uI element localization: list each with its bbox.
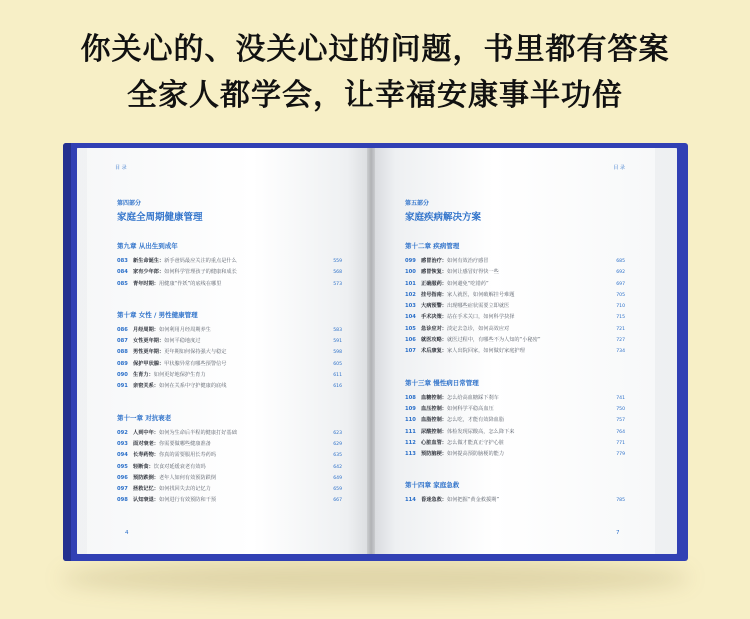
entry-subtitle: 站在手术关口，如何科学抉择 xyxy=(446,314,515,321)
entry-subtitle: 你需要做哪些健康准备 xyxy=(158,440,211,447)
entry-subtitle: 如何平稳地度过 xyxy=(164,338,201,345)
entry-title: 认知衰退： xyxy=(133,497,159,504)
chapter-title: 第十二章 疾病管理 xyxy=(405,242,460,250)
toc-entry xyxy=(405,415,625,426)
toc-entry xyxy=(117,256,342,267)
entry-title: 术后康复： xyxy=(421,348,447,355)
entry-title: 心脏血管： xyxy=(421,439,447,446)
entry-subtitle: 怎么做才能真正守护心脏 xyxy=(446,439,505,446)
entry-subtitle: 如何在关系中守护健康的底线 xyxy=(158,383,227,390)
left-toc xyxy=(117,198,342,507)
entry-page: 659 xyxy=(333,487,342,493)
toc-entry xyxy=(117,279,342,290)
entry-subtitle: 如何找回失去的记忆力 xyxy=(158,486,211,493)
entry-page: 598 xyxy=(333,350,342,356)
entry-subtitle: 如何提高预防脑梗的能力 xyxy=(446,451,505,458)
toc-entry xyxy=(117,267,342,278)
entry-page: 623 xyxy=(333,430,342,436)
entry-subtitle: 饮食对延缓衰老有效吗 xyxy=(153,463,206,470)
right-running-head: 目 录 xyxy=(613,165,625,171)
entry-title: 新生命诞生： xyxy=(133,258,165,264)
entry-page: 750 xyxy=(616,406,625,412)
entry-number: 090 xyxy=(117,372,128,379)
entry-number: 084 xyxy=(117,269,128,276)
toc-entry xyxy=(117,495,342,506)
entry-number: 087 xyxy=(117,338,128,345)
entry-number: 103 xyxy=(405,303,416,310)
entry-page: 642 xyxy=(333,464,342,470)
entry-number: 094 xyxy=(117,452,128,459)
entry-title: 感冒治疗： xyxy=(421,258,447,264)
entry-page: 573 xyxy=(333,281,342,287)
entry-number: 083 xyxy=(117,258,128,264)
entry-title: 青年时期： xyxy=(133,280,159,287)
entry-page: 715 xyxy=(616,315,625,321)
entry-subtitle: 怎么吃，才能有效降血脂 xyxy=(446,417,505,424)
toc-entry xyxy=(405,312,625,323)
chapter-title: 第十章 女性 / 男性健康管理 xyxy=(117,310,198,319)
entry-number: 091 xyxy=(117,383,128,390)
toc-entry xyxy=(117,450,342,461)
right-page-edges xyxy=(655,148,677,554)
entry-number: 089 xyxy=(117,360,128,367)
toc-entry xyxy=(405,256,625,267)
entry-page: 559 xyxy=(333,259,342,264)
right-toc xyxy=(405,198,625,507)
entry-subtitle: 用健康“作妖”的底线在哪里 xyxy=(158,280,222,287)
entry-page: 616 xyxy=(333,384,342,390)
entry-number: 088 xyxy=(117,349,128,356)
entry-page: 697 xyxy=(616,281,625,287)
entry-number: 111 xyxy=(405,428,416,435)
left-part-title: 家庭全周期健康管理 xyxy=(117,212,203,223)
toc-entry xyxy=(405,449,625,460)
entry-number: 108 xyxy=(405,394,416,401)
entry-page: 741 xyxy=(616,395,625,401)
chapter-title: 第九章 从出生到成年 xyxy=(117,242,178,250)
toc-entry xyxy=(117,325,342,336)
entry-number: 112 xyxy=(405,439,416,446)
toc-entry xyxy=(117,347,342,358)
right-page-number: 7 xyxy=(616,530,620,536)
entry-number: 092 xyxy=(117,429,128,436)
toc-entry xyxy=(117,381,342,392)
entry-page: 611 xyxy=(333,373,342,379)
entry-page: 649 xyxy=(333,475,342,481)
entry-page: 583 xyxy=(333,327,342,333)
entry-page: 629 xyxy=(333,441,342,447)
entry-subtitle: 你真的需要服用长寿药吗 xyxy=(158,452,217,459)
toc-entry xyxy=(405,404,625,415)
entry-title: 挂号指南： xyxy=(421,291,447,298)
left-page xyxy=(77,148,371,554)
left-chapter-list xyxy=(117,241,342,507)
entry-title: 长寿药物： xyxy=(133,452,159,459)
entry-number: 114 xyxy=(405,497,416,504)
toc-entry xyxy=(405,335,625,346)
entry-subtitle: 如何进行有效预防和干预 xyxy=(158,497,217,504)
entry-subtitle: 淡定去急诊，如何高效应对 xyxy=(446,325,510,332)
entry-number: 099 xyxy=(405,258,416,264)
entry-title: 男性更年期： xyxy=(133,349,165,356)
entry-subtitle: 如何科学管理孩子的健康和成长 xyxy=(164,269,237,276)
entry-title: 女性更年期： xyxy=(133,338,165,345)
entry-page: 727 xyxy=(616,338,625,344)
entry-title: 昏迷急救： xyxy=(421,497,447,504)
entry-subtitle: 如何让感冒好得快一些 xyxy=(446,269,499,276)
entry-page: 785 xyxy=(616,498,625,504)
headline-line-1: 你关心的、没关心过的问题，书里都有答案 xyxy=(80,32,670,67)
toc-entry xyxy=(117,336,342,347)
entry-number: 102 xyxy=(405,291,416,298)
entry-title: 血压控制： xyxy=(421,405,447,412)
headline-line-2: 全家人都学会，让幸福安康事半功倍 xyxy=(127,78,623,113)
entry-page: 764 xyxy=(616,429,625,435)
entry-title: 轻断食： xyxy=(133,463,154,470)
entry-subtitle: 家人出院回家，如何做好家庭护理 xyxy=(446,348,525,355)
entry-title: 尿酸控制： xyxy=(421,428,447,435)
entry-title: 手术决策： xyxy=(421,314,447,321)
entry-page: 685 xyxy=(616,259,625,264)
entry-subtitle: 怎么给高血糖踩下刹车 xyxy=(446,394,499,401)
entry-subtitle: 家人就医，如何破解挂号难题 xyxy=(446,291,515,298)
entry-number: 109 xyxy=(405,405,416,412)
entry-title: 面对衰老： xyxy=(133,440,159,447)
toc-entry xyxy=(117,359,342,370)
entry-number: 098 xyxy=(117,497,128,504)
entry-page: 710 xyxy=(616,304,625,310)
chapter-title: 第十四章 家庭急救 xyxy=(405,481,460,490)
entry-number: 100 xyxy=(405,269,416,276)
entry-title: 人到中年： xyxy=(133,429,159,436)
entry-subtitle: 新手爸妈最应关注的重点是什么 xyxy=(164,258,237,264)
entry-number: 107 xyxy=(405,348,416,355)
toc-entry xyxy=(117,370,342,381)
entry-page: 692 xyxy=(616,270,625,276)
entry-title: 保护甲状腺： xyxy=(133,360,165,367)
entry-title: 预防脑梗： xyxy=(421,451,447,458)
entry-number: 113 xyxy=(405,451,416,458)
toc-entry xyxy=(405,438,625,449)
entry-page: 757 xyxy=(616,418,625,424)
toc-entry xyxy=(405,427,625,438)
entry-title: 预防跌倒： xyxy=(133,474,159,481)
entry-subtitle: 就医过程中，有哪些不为人知的“小秘密” xyxy=(446,337,541,344)
entry-number: 110 xyxy=(405,417,416,424)
entry-page: 705 xyxy=(616,292,625,298)
entry-subtitle: 如何避免“吃错药” xyxy=(446,280,489,287)
entry-number: 097 xyxy=(117,486,128,493)
right-page xyxy=(371,148,677,554)
left-part-label: 第四部分 xyxy=(117,200,142,207)
entry-title: 就医攻略： xyxy=(421,337,447,344)
entry-number: 093 xyxy=(117,440,128,447)
toc-entry xyxy=(117,428,342,439)
book-cover-edge xyxy=(63,143,71,561)
entry-title: 大病预警： xyxy=(421,303,447,310)
entry-page: 667 xyxy=(333,498,342,504)
entry-title: 急诊应对： xyxy=(421,325,447,332)
left-running-head: 目 录 xyxy=(115,165,127,171)
entry-subtitle: 甲状腺异常有哪些预警信号 xyxy=(164,360,227,367)
entry-number: 104 xyxy=(405,314,416,321)
entry-number: 086 xyxy=(117,326,128,333)
toc-entry xyxy=(405,495,625,506)
entry-subtitle: 如何为生命后半程的健康打好基础 xyxy=(158,429,237,436)
entry-title: 正确服药： xyxy=(421,280,447,287)
entry-subtitle: 如何利用月经周期养生 xyxy=(158,326,211,333)
left-page-edges xyxy=(77,148,87,554)
entry-subtitle: 如何有效治疗感冒 xyxy=(446,258,489,264)
entry-title: 家有少年郎： xyxy=(133,269,165,276)
toc-entry xyxy=(405,393,625,404)
chapter-title: 第十三章 慢性病日常管理 xyxy=(405,378,479,387)
toc-entry xyxy=(405,301,625,312)
toc-entry xyxy=(405,324,625,335)
entry-page: 779 xyxy=(616,452,625,458)
toc-entry xyxy=(117,473,342,484)
toc-entry xyxy=(405,279,625,290)
book-spine-gutter xyxy=(367,148,375,554)
entry-title: 血糖控制： xyxy=(421,394,447,401)
entry-number: 095 xyxy=(117,463,128,470)
entry-number: 096 xyxy=(117,474,128,481)
entry-title: 月经周期： xyxy=(133,326,159,333)
toc-entry xyxy=(117,439,342,450)
entry-page: 771 xyxy=(616,440,625,446)
entry-subtitle: 如何更好地保护生育力 xyxy=(153,372,206,379)
left-page-number: 4 xyxy=(125,530,129,536)
entry-title: 生育力： xyxy=(133,372,154,379)
entry-subtitle: 更年期如何保持强大与稳定 xyxy=(164,349,227,356)
entry-subtitle: 出现哪些症状需要立即就医 xyxy=(446,303,510,310)
entry-page: 568 xyxy=(333,270,342,276)
entry-page: 635 xyxy=(333,453,342,459)
entry-title: 亲密关系： xyxy=(133,383,159,390)
entry-page: 721 xyxy=(616,326,625,332)
right-part-title: 家庭疾病解决方案 xyxy=(405,212,482,223)
entry-subtitle: 体检发现尿酸高，怎么降下来 xyxy=(446,428,515,435)
entry-title: 感冒恢复： xyxy=(421,269,447,276)
entry-page: 591 xyxy=(333,339,342,345)
right-chapter-list xyxy=(405,241,625,507)
entry-subtitle: 如何科学平稳高血压 xyxy=(446,405,494,412)
book-shadow xyxy=(60,560,690,596)
toc-entry xyxy=(405,267,625,278)
toc-entry xyxy=(405,290,625,301)
toc-entry xyxy=(117,484,342,495)
entry-subtitle: 如何把握“黄金救援期” xyxy=(446,497,500,504)
right-part-label: 第五部分 xyxy=(405,200,430,207)
entry-number: 106 xyxy=(405,337,416,344)
entry-title: 拯救记忆： xyxy=(133,486,159,493)
entry-number: 105 xyxy=(405,325,416,332)
entry-subtitle: 老年人如何有效预防跌倒 xyxy=(158,474,217,481)
toc-entry xyxy=(405,346,625,357)
entry-number: 101 xyxy=(405,280,416,287)
entry-title: 血脂控制： xyxy=(421,417,447,424)
entry-page: 734 xyxy=(616,349,625,355)
chapter-title: 第十一章 对抗衰老 xyxy=(117,413,172,422)
toc-entry xyxy=(117,462,342,473)
entry-page: 605 xyxy=(333,361,342,367)
entry-number: 085 xyxy=(117,280,128,287)
